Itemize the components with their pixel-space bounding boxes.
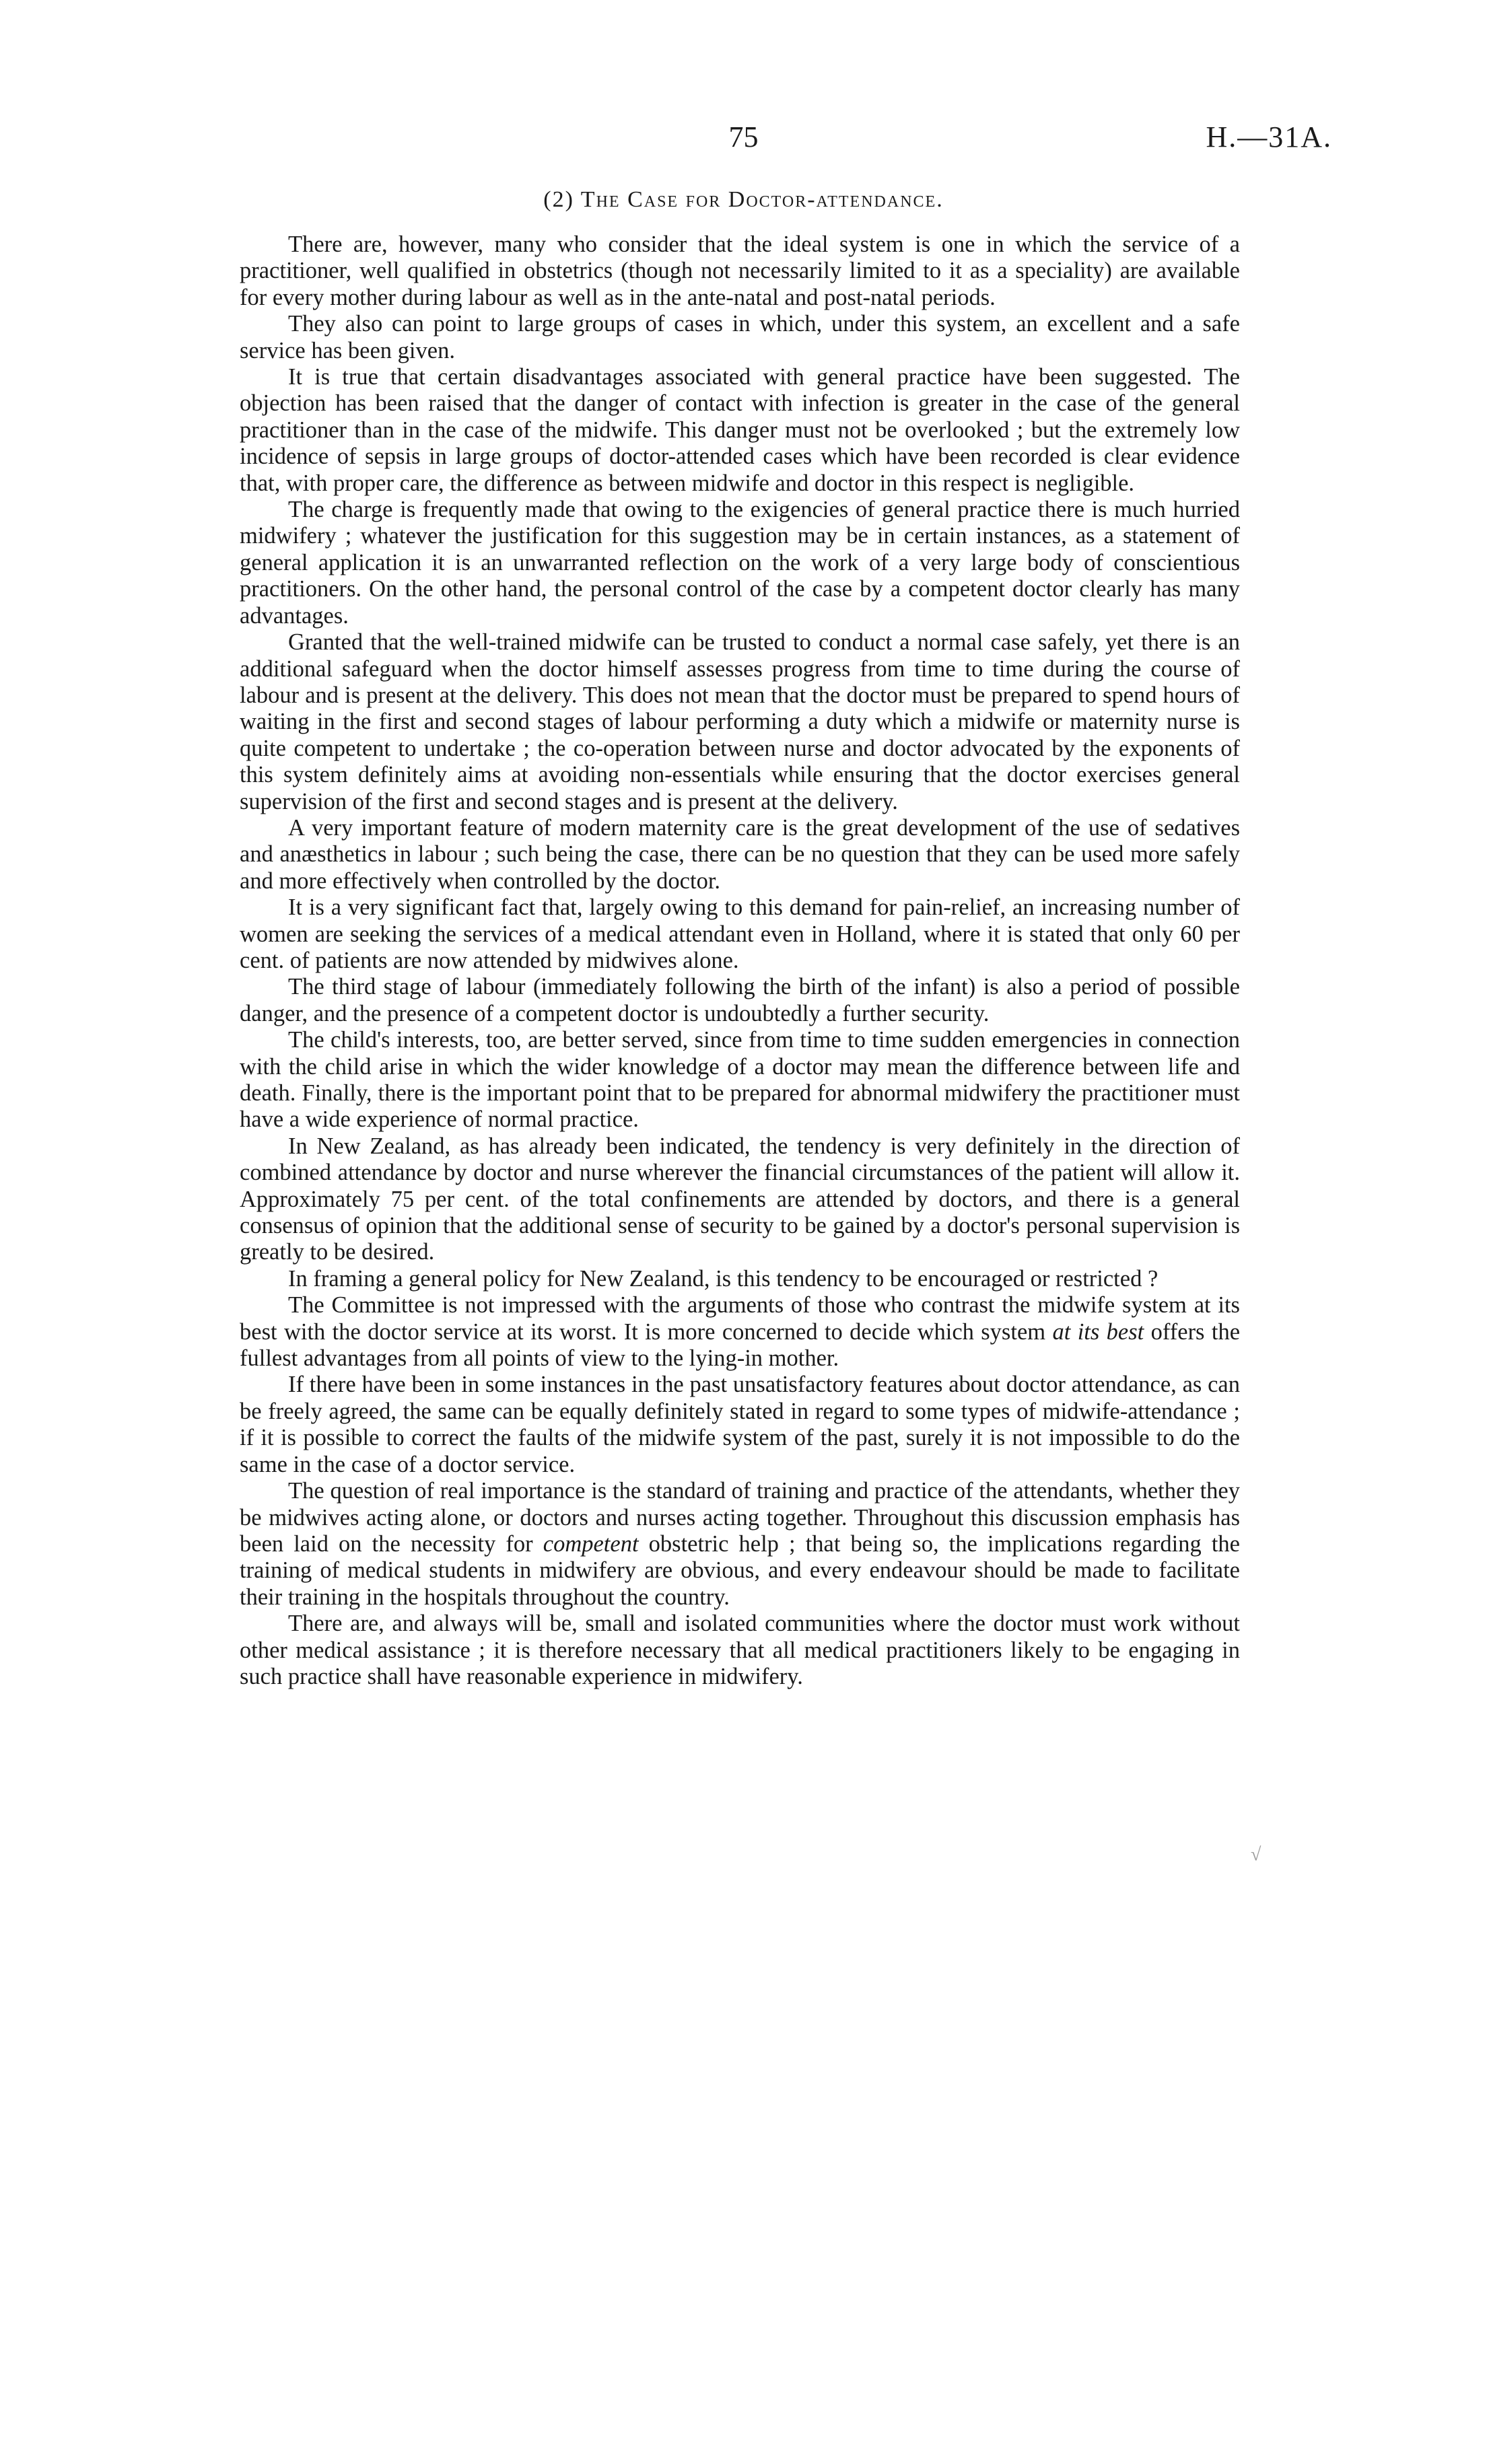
paragraph: The child's interests, too, are better served, since from time to time sudden emergencies in connection with the child arise in which the wider knowledge of a doctor may mean the difference between life and death. Finally, there is the important point that to be prepared for abnormal midwifery the practitioner must have a wide experience of normal practice.	[240, 1027, 1240, 1133]
paragraph: In New Zealand, as has already been indicated, the tendency is very definitely in the direction of combined attendance by doctor and nurse wherever the financial circumstances of the patient will allow it. Approximately 75 per cent. of the total confinements are attended by doctors, and there is a general consensus of opinion that the additional sense of security to be gained by a doctor's personal supervision is greatly to be desired.	[240, 1133, 1240, 1265]
text-run: offers the fullest advantages from all points of view to the lying-in mother.	[240, 1318, 1241, 1372]
paragraph: It is true that certain disadvantages associated with general practice have been suggested. The objection has been raised that the danger of contact with infection is greater in the case of the general practitioner than in the case of the midwife. This danger must not be overlooked ; but the extremely low incidence of sepsis in large groups of doctor-attended cases which have been recorded is clear evidence that, with proper care, the difference as between midwife and doctor in this respect is negligible.	[240, 364, 1240, 496]
paragraph: In framing a general policy for New Zealand, is this tendency to be encouraged or restricted ?	[288, 1265, 1159, 1292]
paragraph-committee	[240, 1292, 1240, 1372]
paragraph: The charge is frequently made that owing to the exigencies of general practice there is much hurried midwifery ; whatever the justification for this suggestion may be in certain instances, as a statement of general application it is an unwarranted reflection on the work of a very large body of conscientious practitioners. On the other hand, the personal control of the case by a competent doctor clearly has many advantages.	[240, 497, 1240, 629]
page-number: 75	[728, 120, 759, 153]
text-run: obstetric help ; that being so, the implications regarding the training of medical students in midwifery are obvious, and every endeavour should be made to facilitate their training in the hospitals throughout the country.	[240, 1530, 1240, 1610]
paragraph: Granted that the well-trained midwife can be trusted to conduct a normal case safely, yet there is an additional safeguard when the doctor himself assesses progress from time to time during the course of labour and is present at the delivery. This does not mean that the doctor must be prepared to spend hours of waiting in the first and second stages of labour performing a duty which a midwife or maternity nurse is quite competent to undertake ; the co-operation between nurse and doctor advocated by the exponents of this system definitely aims at avoiding non-essentials while ensuring that the doctor exercises general supervision of the first and second stages and is present at the delivery.	[240, 629, 1240, 814]
paragraph: It is a very significant fact that, largely owing to this demand for pain-relief, an increasing number of women are seeking the services of a medical attendant even in Holland, where it is stated that only 60 per cent. of patients are now attended by midwives alone.	[240, 894, 1240, 973]
paragraph: The third stage of labour (immediately following the birth of the infant) is also a period of possible danger, and the presence of a competent doctor is undoubtedly a further security.	[240, 974, 1240, 1026]
emphasis-text: at its best	[1052, 1318, 1144, 1345]
paragraph-training	[240, 1478, 1240, 1611]
paragraph: There are, and always will be, small and isolated communities where the doctor must work without other medical assistance ; it is therefore necessary that all medical practitioners likely to be engaging in such practice shall have reasonable experience in midwifery.	[240, 1611, 1240, 1689]
paragraph: They also can point to large groups of cases in which, under this system, an excellent and a safe service has been given.	[240, 311, 1240, 363]
paragraph: There are, however, many who consider that the ideal system is one in which the service of a practitioner, well qualified in obstetrics (though not necessarily limited to it as a speciality) are available for every mother during labour as well as in the ante-natal and post-natal periods.	[240, 232, 1240, 310]
text-run: The question of real importance is the standard of training and practice of the attendants, whether they be midwives acting alone, or doctors and nurses acting together. Throughout this discussion emphasis has been laid on the necessity for	[240, 1478, 1240, 1557]
paragraph: A very important feature of modern maternity care is the great development of the use of sedatives and anæsthetics in labour ; such being the case, there can be no question that they can be used more safely and more effectively when controlled by the doctor.	[240, 814, 1240, 894]
text-run: The Committee is not impressed with the arguments of those who contrast the midwife system at its best with the doctor service at its worst. It is more concerned to decide which system	[240, 1292, 1240, 1345]
margin-check-mark: √	[1251, 1844, 1261, 1865]
paragraph: If there have been in some instances in the past unsatisfactory features about doctor attendance, as can be freely agreed, the same can be equally definitely stated in regard to some types of midwife-attendance ; if it is possible to correct the faults of the midwife system of the past, surely it is not impossible to do the same in the case of a doctor service.	[240, 1372, 1240, 1477]
document-reference: H.—31A.	[1206, 120, 1332, 153]
section-title: (2) The Case for Doctor-attendance.	[543, 187, 944, 212]
body-text	[240, 232, 1240, 1690]
emphasis-text: competent	[543, 1530, 639, 1557]
